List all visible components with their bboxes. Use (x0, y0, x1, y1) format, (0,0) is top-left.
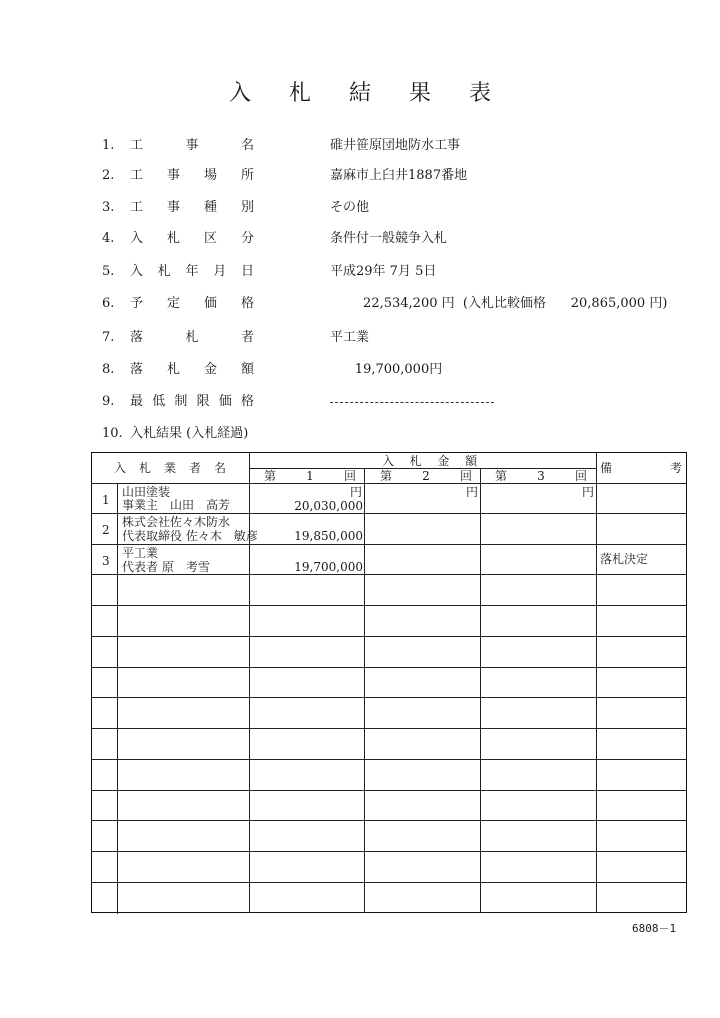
row-number: 2 (102, 523, 110, 537)
item-number: 2. (102, 168, 115, 183)
item-label: 工 事 場 所 (130, 168, 254, 183)
blank-dashed-line (330, 402, 494, 403)
item-label: 工 事 名 (130, 138, 254, 153)
row-number: 3 (102, 554, 110, 568)
item-value: 碓井笹原団地防水工事 (330, 138, 461, 153)
item-number: 8. (102, 362, 115, 377)
header-bidder: 入 札 業 者 名 (114, 461, 226, 475)
yen-unit: 円 (465, 485, 478, 499)
row-number: 1 (102, 493, 110, 507)
item-number: 1. (102, 138, 115, 153)
item-bid-results (102, 424, 702, 444)
item-construction-name (102, 136, 702, 156)
bid-amount-round1: 19,700,000 (294, 560, 363, 574)
item-value: 嘉麻市上臼井1887番地 (330, 168, 468, 183)
item-value: 平成29年 7月 5日 (330, 264, 437, 279)
item-number: 10. (102, 426, 123, 441)
item-label: 工 事 種 別 (130, 200, 254, 215)
item-label: 最 低 制 限 価 格 (130, 394, 254, 409)
item-construction-type (102, 198, 702, 218)
item-value: 平工業 (330, 330, 370, 345)
item-number: 4. (102, 231, 115, 246)
item-bid-category (102, 229, 702, 249)
item-value: 22,534,200 円 (入札比較価格 20,865,000 円) (330, 296, 668, 311)
page-code: 6808－1 (632, 922, 677, 935)
representative: 代表者 原 考雪 (122, 560, 210, 574)
bid-results-table (91, 452, 687, 913)
item-number: 7. (102, 330, 115, 345)
header-round2: 第 2 回 (380, 469, 472, 483)
item-value: その他 (330, 200, 370, 215)
bid-amount-round1: 20,030,000 (294, 499, 363, 513)
item-bid-date (102, 262, 702, 282)
item-winning-bidder (102, 328, 702, 348)
item-minimum-price (102, 392, 702, 412)
item-number: 9. (102, 394, 115, 409)
header-round1: 第 1 回 (264, 469, 356, 483)
item-number: 6. (102, 296, 115, 311)
remarks: 落札決定 (600, 552, 649, 566)
header-round3: 第 3 回 (495, 469, 587, 483)
item-label: 落 札 金 額 (130, 362, 254, 377)
representative: 事業主 山田 高芳 (122, 498, 231, 512)
company-name: 平工業 (122, 546, 159, 560)
item-construction-site (102, 166, 702, 186)
item-label: 予 定 価 格 (130, 296, 254, 311)
item-label: 落 札 者 (130, 330, 254, 345)
item-number: 5. (102, 264, 115, 279)
yen-unit: 円 (581, 485, 594, 499)
company-name: 山田塗装 (122, 485, 171, 499)
header-amount: 入 札 金 額 (382, 454, 477, 468)
representative: 代表取締役 佐々木 敏彦 (122, 529, 258, 543)
bid-amount-round1: 19,850,000 (294, 529, 363, 543)
item-label: 入札結果 (入札経過) (130, 426, 249, 441)
item-planned-price (102, 294, 702, 314)
item-winning-amount (102, 360, 702, 380)
page-title: 入札結果表 (228, 81, 529, 106)
item-value: 19,700,000円 (330, 362, 443, 377)
item-label: 入 札 年 月 日 (130, 264, 254, 279)
item-value: 条件付一般競争入札 (330, 231, 448, 246)
item-label: 入 札 区 分 (130, 231, 254, 246)
header-remarks: 備 考 (600, 461, 682, 475)
company-name: 株式会社佐々木防水 (122, 515, 231, 529)
yen-unit: 円 (349, 485, 362, 499)
item-number: 3. (102, 200, 115, 215)
